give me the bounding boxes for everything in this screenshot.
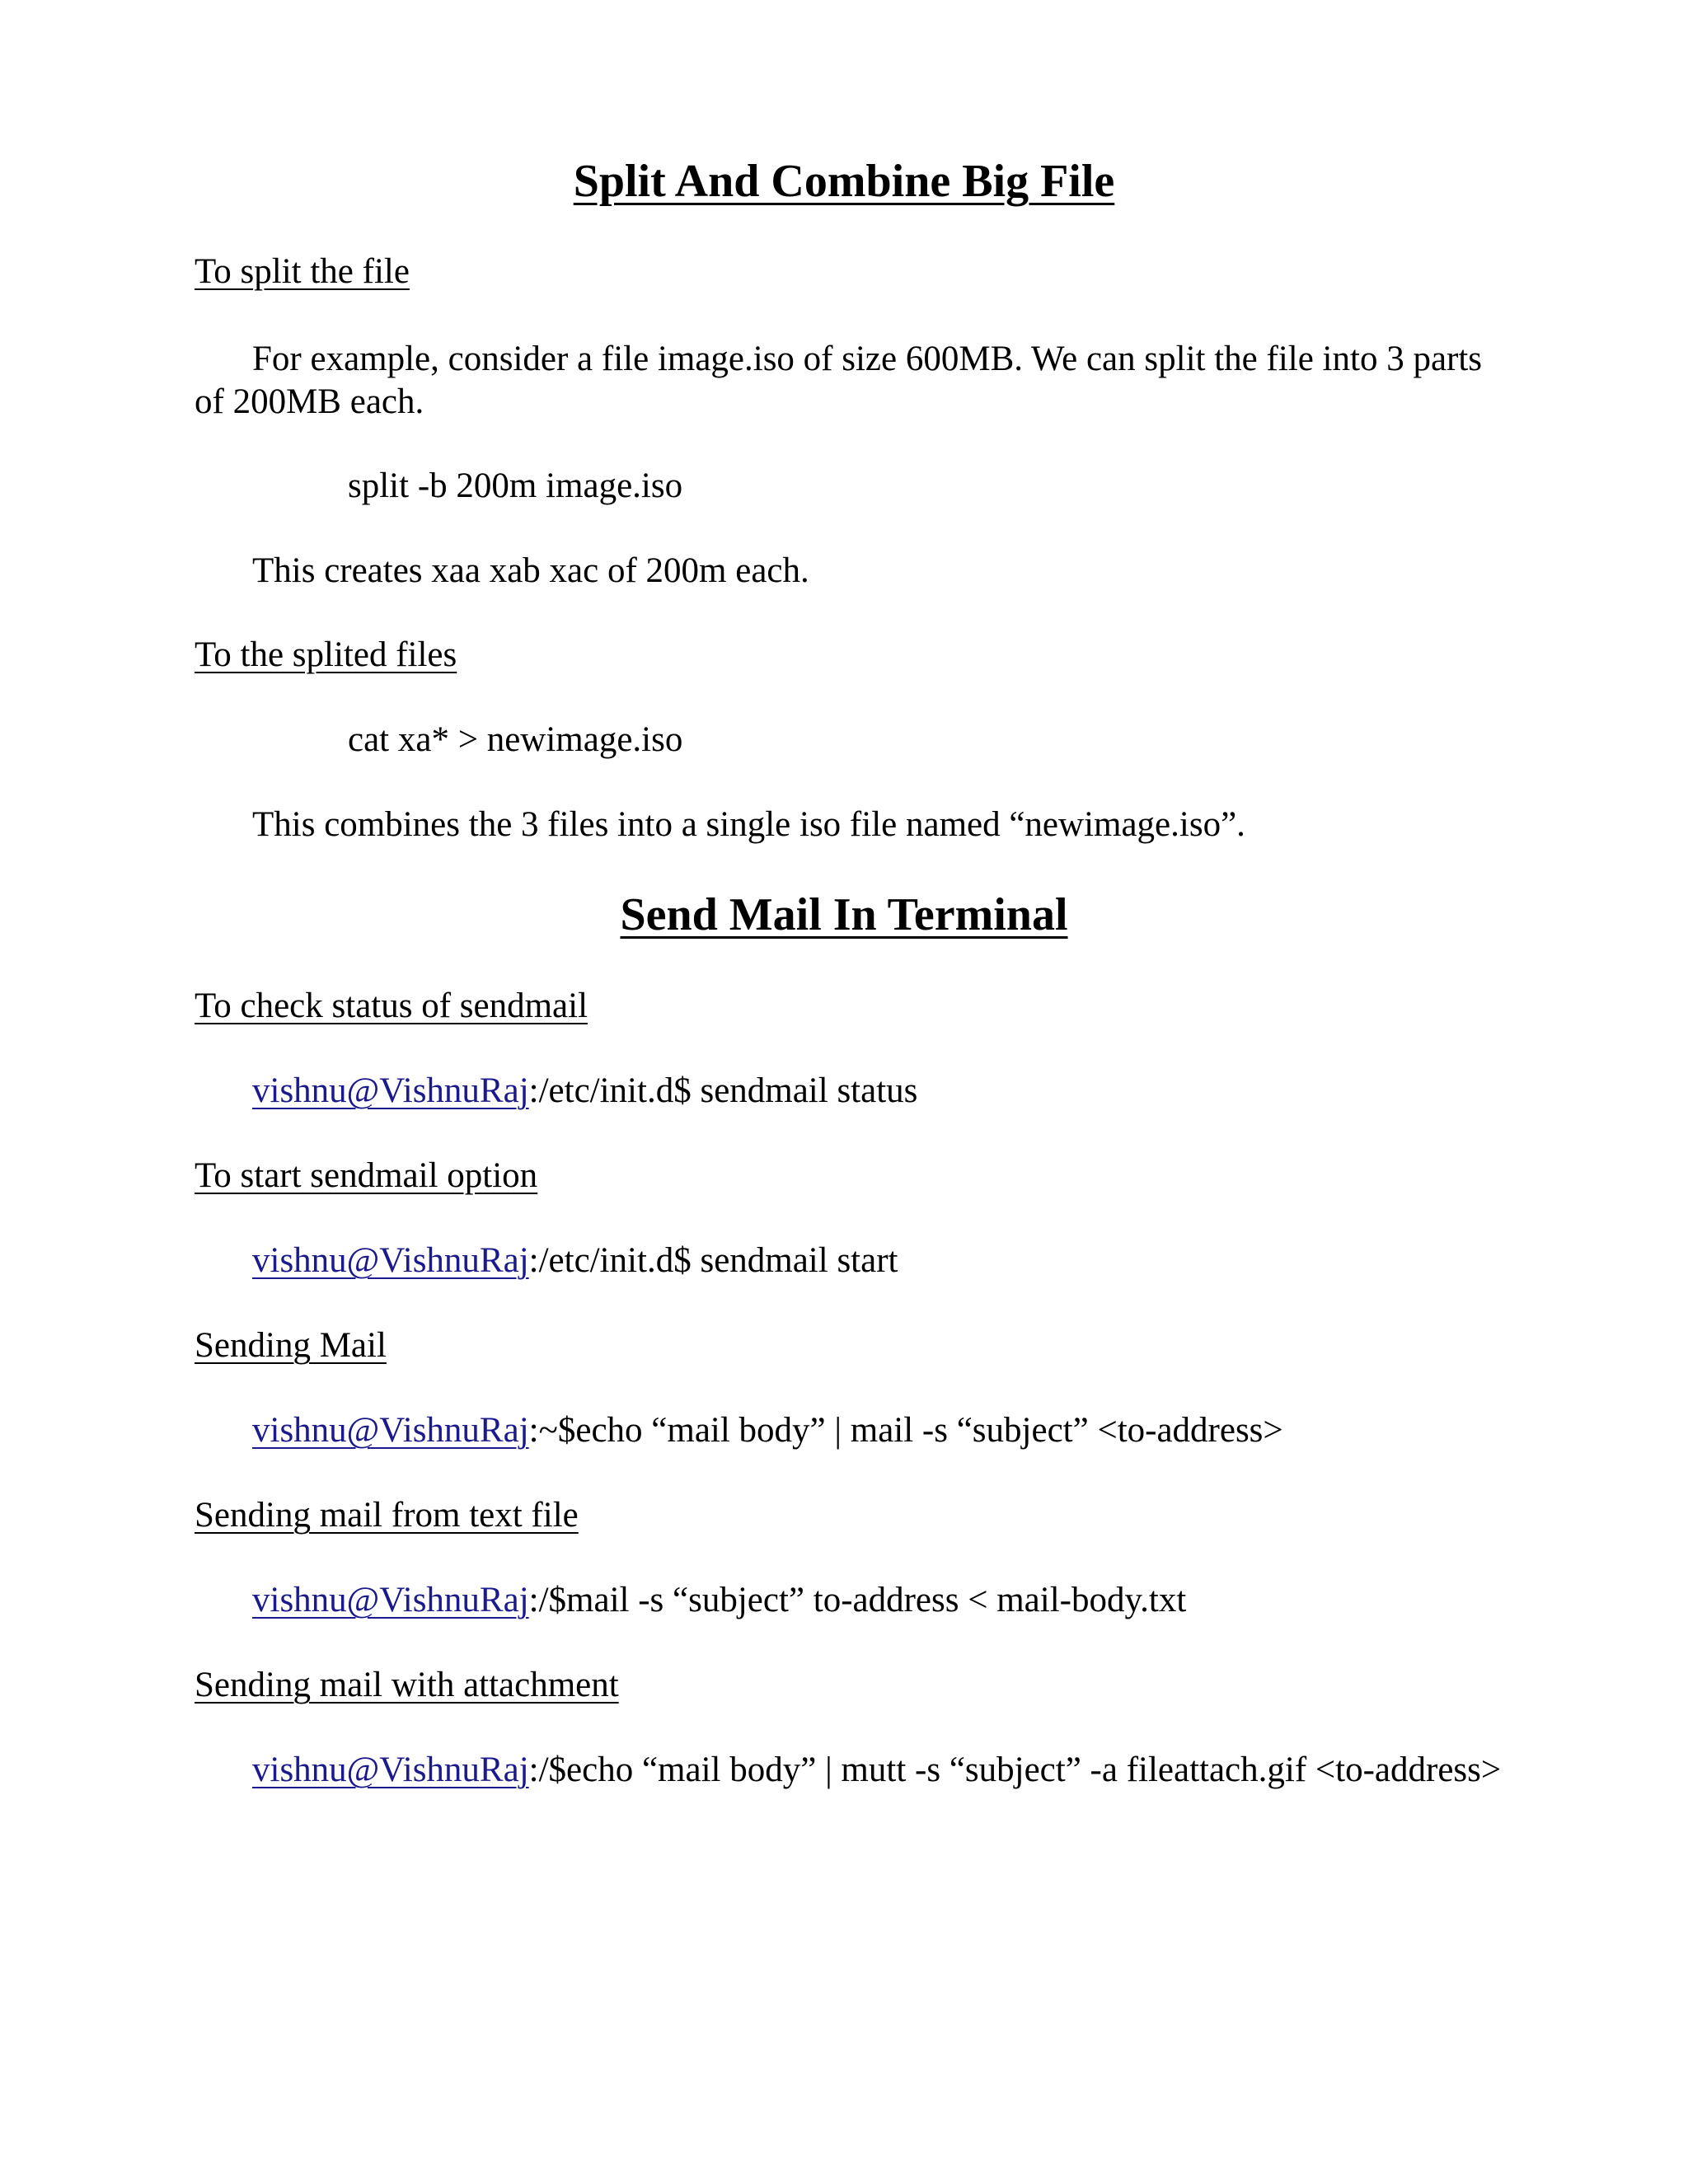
command-line-sending-mail	[252, 1408, 1283, 1453]
section-title-send-mail: Send Mail In Terminal	[620, 889, 1068, 940]
subheading-start-sendmail: To start sendmail option	[195, 1156, 538, 1195]
command-text: :~$echo “mail body” | mail -s “subject” <to-address>	[528, 1411, 1283, 1450]
command-combine: cat xa* > newimage.iso	[348, 720, 683, 759]
command-text: :/etc/init.d$ sendmail status	[528, 1071, 918, 1110]
subheading-split-file: To split the file	[195, 252, 410, 291]
user-host-link[interactable]: vishnu@VishnuRaj	[252, 1241, 529, 1280]
subheading-mail-attachment: Sending mail with attachment	[195, 1666, 619, 1704]
command-split: split -b 200m image.iso	[348, 466, 683, 505]
command-text: :/etc/init.d$ sendmail start	[528, 1241, 898, 1280]
user-host-link[interactable]: vishnu@VishnuRaj	[252, 1071, 529, 1110]
paragraph-combine-result: This combines the 3 files into a single iso file named “newimage.iso”.	[252, 805, 1245, 844]
subheading-combine-files: To the splited files	[195, 635, 457, 674]
command-line-mail-from-file	[252, 1578, 1186, 1623]
subheading-check-status: To check status of sendmail	[195, 987, 588, 1025]
command-line-check-status	[252, 1069, 917, 1113]
paragraph-example-line1: For example, consider a file image.iso of size 600MB. We can split the file into 3 parts	[252, 340, 1483, 378]
user-host-link[interactable]: vishnu@VishnuRaj	[252, 1411, 529, 1450]
command-line-start-sendmail	[252, 1239, 898, 1283]
user-host-link[interactable]: vishnu@VishnuRaj	[252, 1750, 529, 1789]
command-line-mail-attachment	[252, 1748, 1501, 1793]
command-text: :/$mail -s “subject” to-address < mail-body.txt	[528, 1581, 1187, 1619]
paragraph-example-line2: of 200MB each.	[195, 382, 424, 421]
user-host-link[interactable]: vishnu@VishnuRaj	[252, 1581, 529, 1619]
subheading-mail-from-file: Sending mail from text file	[195, 1496, 579, 1535]
paragraph-split-result: This creates xaa xab xac of 200m each.	[252, 551, 809, 590]
command-text: :/$echo “mail body” | mutt -s “subject” -a fileattach.gif <to-address>	[528, 1750, 1502, 1789]
subheading-sending-mail: Sending Mail	[195, 1326, 387, 1365]
section-title-split-combine: Split And Combine Big File	[573, 156, 1115, 207]
